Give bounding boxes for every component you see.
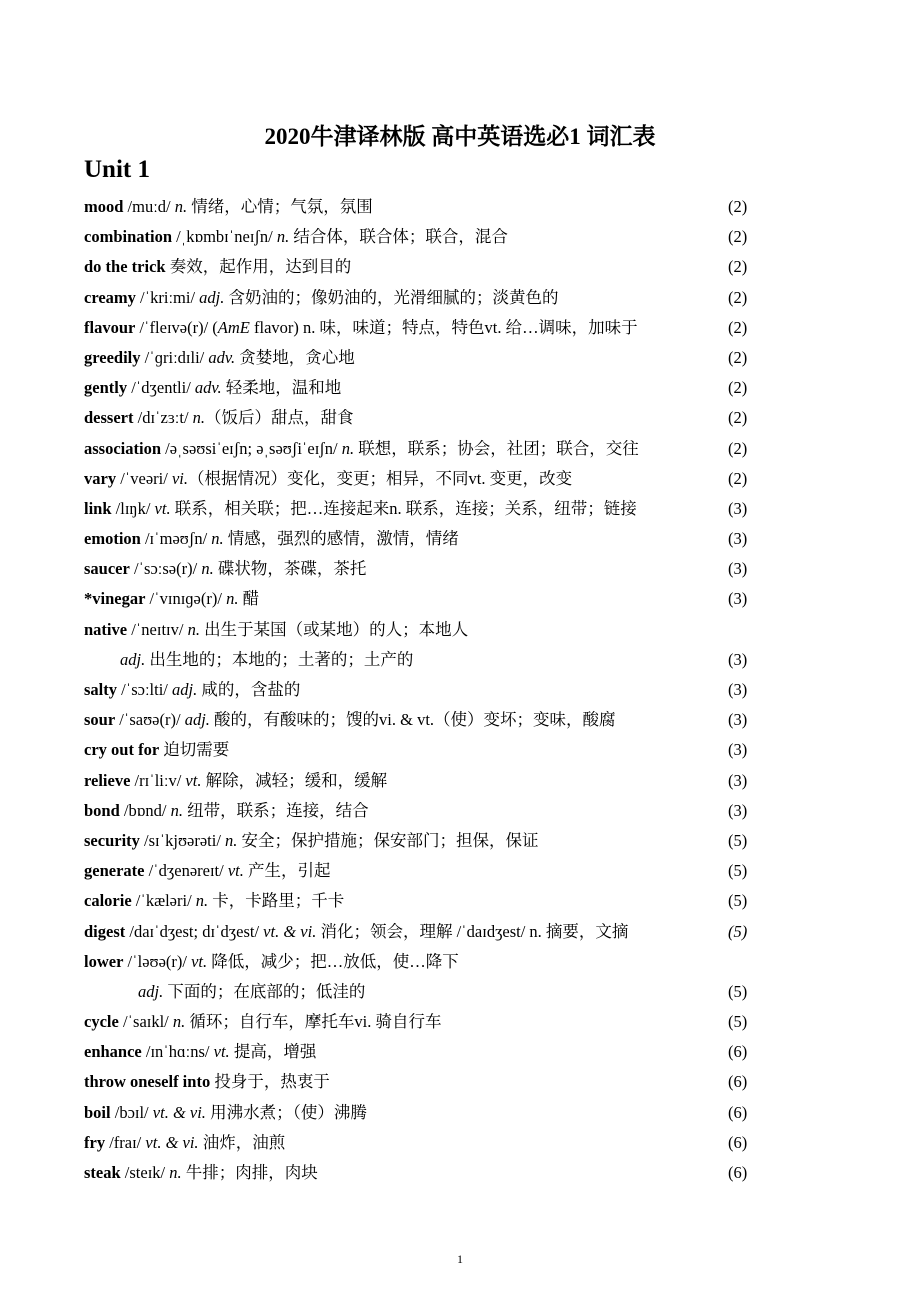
vocab-entry [84, 313, 764, 343]
vocab-part-of-speech: adv. [194, 378, 222, 398]
vocab-definition: 纽带，联系；连接，结合 [182, 800, 369, 820]
vocab-entry [84, 524, 764, 554]
vocab-page-ref: (2) [728, 408, 748, 428]
vocab-part-of-speech: vt. & vi. [263, 921, 317, 941]
vocab-definition: 出生于某国（或某地）的人；本地人 [199, 619, 469, 639]
vocab-phonetic: /ˈvɪnɪɡə(r)/ [145, 589, 227, 609]
vocab-phonetic: /fraɪ/ [105, 1132, 146, 1152]
vocab-word: sour [84, 710, 116, 730]
vocab-entry [84, 283, 764, 313]
vocab-entry [84, 675, 764, 705]
vocab-page-ref: (3) [728, 710, 748, 730]
vocab-page-ref: (2) [728, 347, 748, 367]
vocab-word: gently [84, 378, 128, 398]
vocab-page-ref: (2) [728, 317, 748, 337]
vocab-word: steak [84, 1163, 121, 1182]
vocab-phonetic: /ˈdʒentli/ [127, 378, 195, 398]
vocab-entry [84, 977, 764, 1007]
vocab-word: cry out for [84, 740, 160, 760]
vocab-page-ref: (3) [728, 559, 748, 579]
vocabulary-list [84, 192, 764, 1188]
page-number: 1 [457, 1252, 463, 1266]
vocab-word: greedily [84, 347, 141, 367]
vocab-word: creamy [84, 287, 136, 307]
vocab-part-of-speech: vt. & vi. [152, 1102, 206, 1122]
vocab-phonetic: /ˈləʊə(r)/ [123, 951, 192, 971]
vocab-page-ref: (5) [728, 921, 748, 941]
vocab-definition: 酸的，有酸味的；馊的vi. & vt.（使）变坏；变味，酸腐 [209, 710, 616, 730]
vocab-word: salty [84, 680, 117, 699]
vocab-definition: 安全；保护措施；保安部门；担保，保证 [237, 830, 539, 850]
vocab-definition: 奏效，起作用，达到目的 [165, 257, 352, 277]
vocab-definition: 卡，卡路里；千卡 [208, 891, 345, 911]
vocab-page-ref: (5) [728, 861, 748, 881]
vocab-phonetic: /muːd/ [123, 197, 175, 216]
vocab-entry [84, 615, 764, 645]
vocab-definition: 油炸，油煎 [198, 1132, 286, 1152]
vocab-phonetic: /ˌkɒmbɪˈneɪʃn/ [172, 227, 277, 247]
vocab-part-of-speech: adj. [120, 649, 146, 669]
vocab-page-ref: (5) [728, 1012, 748, 1032]
vocab-page-ref: (3) [728, 649, 748, 669]
vocab-word: enhance [84, 1042, 142, 1062]
vocab-word: lower [84, 951, 124, 971]
vocab-phonetic: /bɒnd/ [119, 800, 171, 820]
vocab-definition: 含奶油的；像奶油的，光滑细腻的；淡黄色的 [224, 287, 559, 307]
vocab-entry [84, 826, 764, 856]
vocab-definition: 产生，引起 [243, 861, 331, 881]
vocab-part-of-speech: adj. [199, 287, 225, 307]
vocab-page-ref: (3) [728, 529, 748, 549]
vocab-word: combination [84, 227, 173, 247]
vocab-word: relieve [84, 770, 131, 790]
vocab-page-ref: (5) [728, 830, 748, 850]
vocab-phonetic: /lɪŋk/ [111, 498, 155, 518]
vocab-entry [84, 494, 764, 524]
vocab-part-of-speech: n. [276, 227, 290, 247]
vocab-part-of-speech: adj. [138, 981, 164, 1001]
vocab-definition: 轻柔地，温和地 [221, 378, 342, 398]
vocab-part-of-speech: vt. [191, 951, 208, 971]
vocab-page-ref: (2) [728, 438, 748, 458]
vocab-entry [84, 252, 764, 282]
vocab-entry [84, 192, 764, 222]
vocab-word: security [84, 830, 140, 850]
vocab-entry [84, 1037, 764, 1067]
vocab-page-ref: (2) [728, 378, 748, 398]
vocab-entry [84, 464, 764, 494]
vocab-definition: flavor) n. 味，味道；特点，特色vt. 给…调味，加味于 [249, 317, 638, 337]
vocab-part-of-speech: adj. [184, 710, 210, 730]
vocab-definition: 情感，强烈的感情，激情，情绪 [223, 529, 459, 549]
vocab-entry [84, 645, 764, 675]
vocab-definition: 消化；领会，理解 /ˈdaɪdʒest/ n. 摘要，文摘 [316, 921, 629, 941]
vocab-phonetic: /ˈveəri/ [116, 468, 172, 488]
vocab-part-of-speech: n. [174, 197, 188, 216]
vocab-part-of-speech: adj. [172, 680, 198, 699]
vocab-word: throw oneself into [84, 1072, 211, 1092]
vocab-entry [84, 403, 764, 433]
vocab-definition: （根据情况）变化，变更；相异，不同vt. 变更，改变 [188, 468, 573, 488]
vocab-definition: 结合体，联合体；联合，混合 [289, 227, 508, 247]
vocab-phonetic: /daɪˈdʒest; dɪˈdʒest/ [125, 921, 264, 941]
vocab-word: link [84, 498, 112, 518]
vocab-entry [84, 856, 764, 886]
vocab-phonetic: /steɪk/ [120, 1163, 170, 1182]
vocab-entry [84, 1067, 764, 1097]
vocab-phonetic: /ɪˈməʊʃn/ [140, 529, 212, 549]
vocab-phonetic: /ˈsaʊə(r)/ [115, 710, 185, 730]
vocab-definition: 联想，联系；协会，社团；联合，交往 [354, 438, 639, 458]
vocab-page-ref: (5) [728, 981, 748, 1001]
vocab-entry [84, 1098, 764, 1128]
vocab-word: cycle [84, 1012, 119, 1032]
vocab-part-of-speech: n. [169, 1163, 182, 1182]
vocab-entry [84, 705, 764, 735]
vocab-word: saucer [84, 559, 130, 579]
vocab-part-of-speech: n. [195, 891, 209, 911]
vocab-entry [84, 796, 764, 826]
vocab-part-of-speech: adv. [208, 347, 236, 367]
vocab-word: calorie [84, 891, 132, 911]
vocab-part-of-speech: vi. [171, 468, 189, 488]
vocab-part-of-speech: n. [226, 589, 239, 609]
vocab-entry [84, 222, 764, 252]
vocab-word: bond [84, 800, 120, 820]
vocab-definition: 用沸水煮；（使）沸腾 [205, 1102, 367, 1122]
vocab-phonetic: /ˈsaɪkl/ [118, 1012, 173, 1032]
vocab-phonetic: /ɪnˈhɑːns/ [141, 1042, 214, 1062]
vocab-phonetic: /ˈɡriːdɪli/ [140, 347, 209, 367]
vocab-part-of-speech: n. [211, 529, 224, 549]
vocab-phonetic: /bɔɪl/ [110, 1102, 153, 1122]
vocab-entry [84, 373, 764, 403]
vocab-page-ref: (6) [728, 1072, 748, 1092]
vocab-part-of-speech: n. [192, 408, 206, 428]
vocab-page-ref: (2) [728, 287, 748, 307]
vocab-entry [84, 1128, 764, 1158]
vocab-entry [84, 735, 764, 765]
vocab-part-of-speech: vt. [185, 770, 202, 790]
vocab-phonetic: /ˈneɪtɪv/ [127, 619, 188, 639]
vocab-entry [84, 434, 764, 464]
vocab-page-ref: (3) [728, 680, 748, 699]
vocab-phonetic: /dɪˈzɜːt/ [133, 408, 193, 428]
vocab-page-ref: (2) [728, 197, 748, 216]
vocab-phonetic: /rɪˈliːv/ [130, 770, 186, 790]
vocab-part-of-speech: n. [225, 830, 238, 850]
vocab-part-of-speech: n. [170, 800, 183, 820]
vocab-page-ref: (6) [728, 1042, 748, 1062]
vocab-entry [84, 1007, 764, 1037]
vocab-word: vary [84, 468, 117, 488]
unit-heading: Unit 1 [84, 156, 150, 183]
vocab-definition: 解除，减轻；缓和，缓解 [201, 770, 388, 790]
vocab-entry [84, 343, 764, 373]
vocab-entry [84, 947, 764, 977]
vocab-page-ref: (6) [728, 1132, 748, 1152]
vocab-phonetic: /ˈkæləri/ [131, 891, 196, 911]
vocab-part-of-speech: n. [172, 1012, 186, 1032]
vocab-definition: 碟状物，茶碟，茶托 [213, 559, 367, 579]
vocab-word: mood [84, 197, 124, 216]
vocab-page-ref: (2) [728, 227, 748, 247]
vocab-definition: 迫切需要 [159, 740, 230, 760]
vocab-word: *vinegar [84, 589, 146, 609]
vocab-phonetic: /ˈfleɪvə(r)/ ( [135, 317, 218, 337]
vocab-word: generate [84, 861, 145, 881]
vocab-page-ref: (6) [728, 1163, 748, 1182]
vocab-phonetic: /sɪˈkjʊərəti/ [139, 830, 226, 850]
vocab-part-of-speech: vt. [213, 1042, 230, 1062]
vocab-word: do the trick [84, 257, 166, 277]
vocab-definition: 出生地的；本地的；土著的；土产的 [145, 649, 414, 669]
vocab-definition: 贪婪地，贪心地 [235, 347, 355, 367]
vocab-part-of-speech: vt. [154, 498, 171, 518]
vocab-definition: 投身于，热衷于 [210, 1072, 330, 1092]
vocab-definition: 牛排；肉排，肉块 [181, 1163, 318, 1182]
vocab-page-ref: (3) [728, 498, 748, 518]
vocab-part-of-speech: n. [187, 619, 200, 639]
vocab-phonetic: /ˈdʒenəreɪt/ [144, 861, 228, 881]
vocab-word: emotion [84, 529, 141, 549]
vocab-definition: 咸的，含盐的 [197, 680, 301, 699]
vocab-page-ref: (3) [728, 589, 748, 609]
vocab-word: fry [84, 1132, 106, 1152]
vocab-definition: 联系，相关联；把…连接起来n. 联系，连接；关系，纽带；链接 [170, 498, 637, 518]
vocab-part-of-speech: vt. [227, 861, 244, 881]
vocab-page-ref: (2) [728, 257, 748, 277]
vocab-entry [84, 886, 764, 916]
vocab-entry [84, 554, 764, 584]
vocab-phonetic: /ˈsɔːsə(r)/ [129, 559, 202, 579]
vocab-entry [84, 917, 764, 947]
vocab-word: flavour [84, 317, 136, 337]
vocab-phonetic: /əˌsəʊsiˈeɪʃn; əˌsəʊʃiˈeɪʃn/ [161, 438, 342, 458]
vocab-word: boil [84, 1102, 111, 1122]
vocab-definition: 提高，增强 [229, 1042, 317, 1062]
vocab-entry [84, 1158, 764, 1188]
vocab-part-of-speech: n. [341, 438, 355, 458]
vocab-definition: 降低，减少；把…放低，使…降下 [207, 951, 459, 971]
vocab-page-ref: (2) [728, 468, 748, 488]
vocab-word: digest [84, 921, 126, 941]
vocab-word: native [84, 619, 128, 639]
vocab-definition: 醋 [238, 589, 260, 609]
vocab-entry [84, 766, 764, 796]
vocab-page-ref: (5) [728, 891, 748, 911]
vocab-page-ref: (3) [728, 740, 748, 760]
vocab-entry [84, 584, 764, 614]
vocab-definition: 情绪，心情；气氛，氛围 [187, 197, 373, 216]
vocab-part-of-speech: n. [201, 559, 214, 579]
vocab-part-of-speech: vt. & vi. [145, 1132, 199, 1152]
vocab-definition: 循环；自行车，摩托车vi. 骑自行车 [185, 1012, 442, 1032]
vocab-phonetic: /ˈsɔːlti/ [117, 680, 172, 699]
document-title: 2020牛津译林版 高中英语选必1 词汇表 [264, 124, 656, 149]
vocab-definition: 下面的；在底部的；低洼的 [163, 981, 366, 1001]
vocab-word: dessert [84, 408, 134, 428]
vocab-phonetic: /ˈkriːmi/ [135, 287, 200, 307]
vocab-definition: （饭后）甜点，甜食 [205, 408, 354, 428]
vocab-page-ref: (3) [728, 800, 748, 820]
vocab-part-of-speech: AmE [217, 317, 250, 337]
vocab-word: association [84, 438, 162, 458]
vocab-page-ref: (6) [728, 1102, 748, 1122]
vocab-page-ref: (3) [728, 770, 748, 790]
